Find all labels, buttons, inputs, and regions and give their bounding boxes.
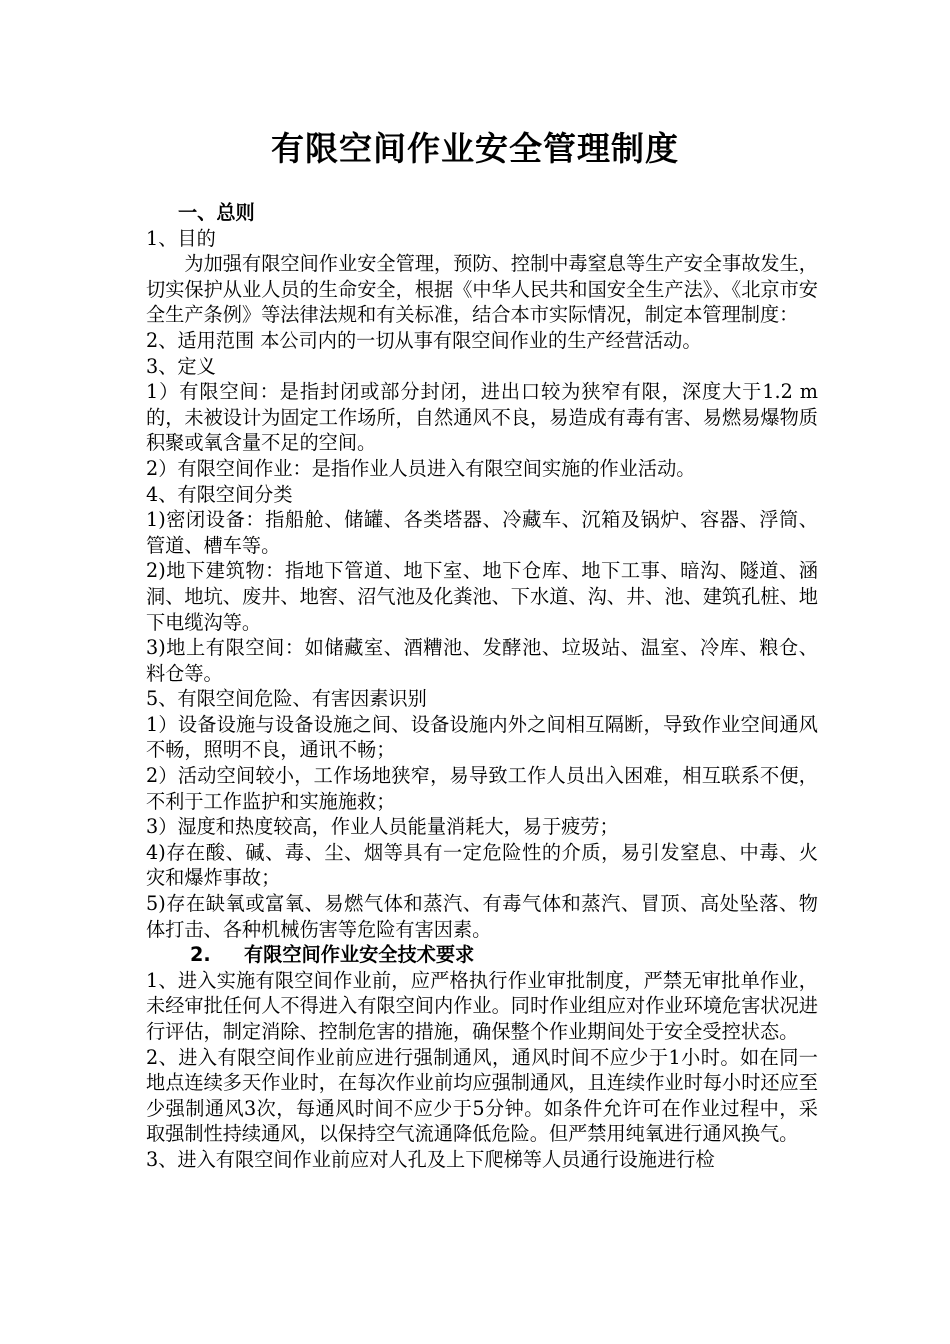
paragraph: 2)地下建筑物：指地下管道、地下室、地下仓库、地下工事、暗沟、隧道、涵洞、地坑、废井、地窖、沼气池及化粪池、下水道、沟、井、池、建筑孔桩、地下电缆沟等。 [146,559,818,634]
section-heading-text: 有限空间作业安全技术要求 [244,943,475,967]
paragraph: 为加强有限空间作业安全管理，预防、控制中毒窒息等生产安全事故发生，切实保护从业人员的生命安全，根据《中华人民共和国安全生产法》、《北京市安全生产条例》等法律法规和有关标准，结合本市实际情况，制定本管理制度： [146,252,818,327]
document-title: 有限空间作业安全管理制度 [271,129,679,168]
paragraph: 3）湿度和热度较高，作业人员能量消耗大，易于疲劳； [146,815,619,839]
paragraph: 1）设备设施与设备设施之间、设备设施内外之间相互隔断，导致作业空间通风不畅，照明不良，通讯不畅； [146,712,818,762]
paragraph: 1)密闭设备：指船舱、储罐、各类塔器、冷藏车、沉箱及锅炉、容器、浮筒、管道、槽车等。 [146,508,818,557]
paragraph: 3、进入有限空间作业前应对人孔及上下爬梯等人员通行设施进行检 [146,1147,715,1171]
paragraph: 1）有限空间：是指封闭或部分封闭，进出口较为狭窄有限，深度大于1.2 m的，未被设计为固定工作场所，自然通风不良，易造成有毒有害、易燃易爆物质积聚或氧含量不足的空间。 [146,380,818,455]
section-heading-technical [146,942,818,968]
paragraph: 2）活动空间较小，工作场地狭窄，易导致工作人员出入困难，相互联系不便，不利于工作监护和实施施救； [146,764,818,813]
paragraph: 2）有限空间作业：是指作业人员进入有限空间实施的作业活动。 [146,456,696,480]
paragraph: 5)存在缺氧或富氧、易燃气体和蒸汽、有毒气体和蒸汽、冒顶、高处坠落、物体打击、各种机械伤害等危险有害因素。 [146,892,818,941]
paragraph: 1、目的 [146,226,216,250]
paragraph: 2、适用范围 本公司内的一切从事有限空间作业的生产经营活动。 [146,328,702,352]
paragraph: 4、有限空间分类 [146,482,293,506]
paragraph: 4)存在酸、碱、毒、尘、烟等具有一定危险性的介质，易引发窒息、中毒、火灾和爆炸事故； [146,840,818,890]
paragraph: 5、有限空间危险、有害因素识别 [146,687,427,711]
paragraph: 1、进入实施有限空间作业前，应严格执行作业审批制度，严禁无审批单作业，未经审批任何人不得进入有限空间内作业。同时作业组应对作业环境危害状况进行评估，制定消除、控制危害的措施，确保整个作业期间处于安全受控状态。 [146,968,818,1043]
document-body [146,200,818,1173]
section-number: 2. [190,943,211,967]
paragraph: 3、定义 [146,354,216,378]
paragraph: 3)地上有限空间：如储藏室、酒糟池、发酵池、垃圾站、温室、冷库、粮仓、料仓等。 [146,636,818,685]
section-heading-general: 一、总则 [178,201,255,224]
paragraph: 2、进入有限空间作业前应进行强制通风，通风时间不应少于1小时。如在同一地点连续多天作业时，在每次作业前均应强制通风，且连续作业时每小时还应至少强制通风3次，每通风时间不应少于5分钟。如条件允许可在作业过程中，采取强制性持续通风，以保持空气流通降低危险。但严禁用纯氧进行通风换气。 [146,1045,818,1146]
